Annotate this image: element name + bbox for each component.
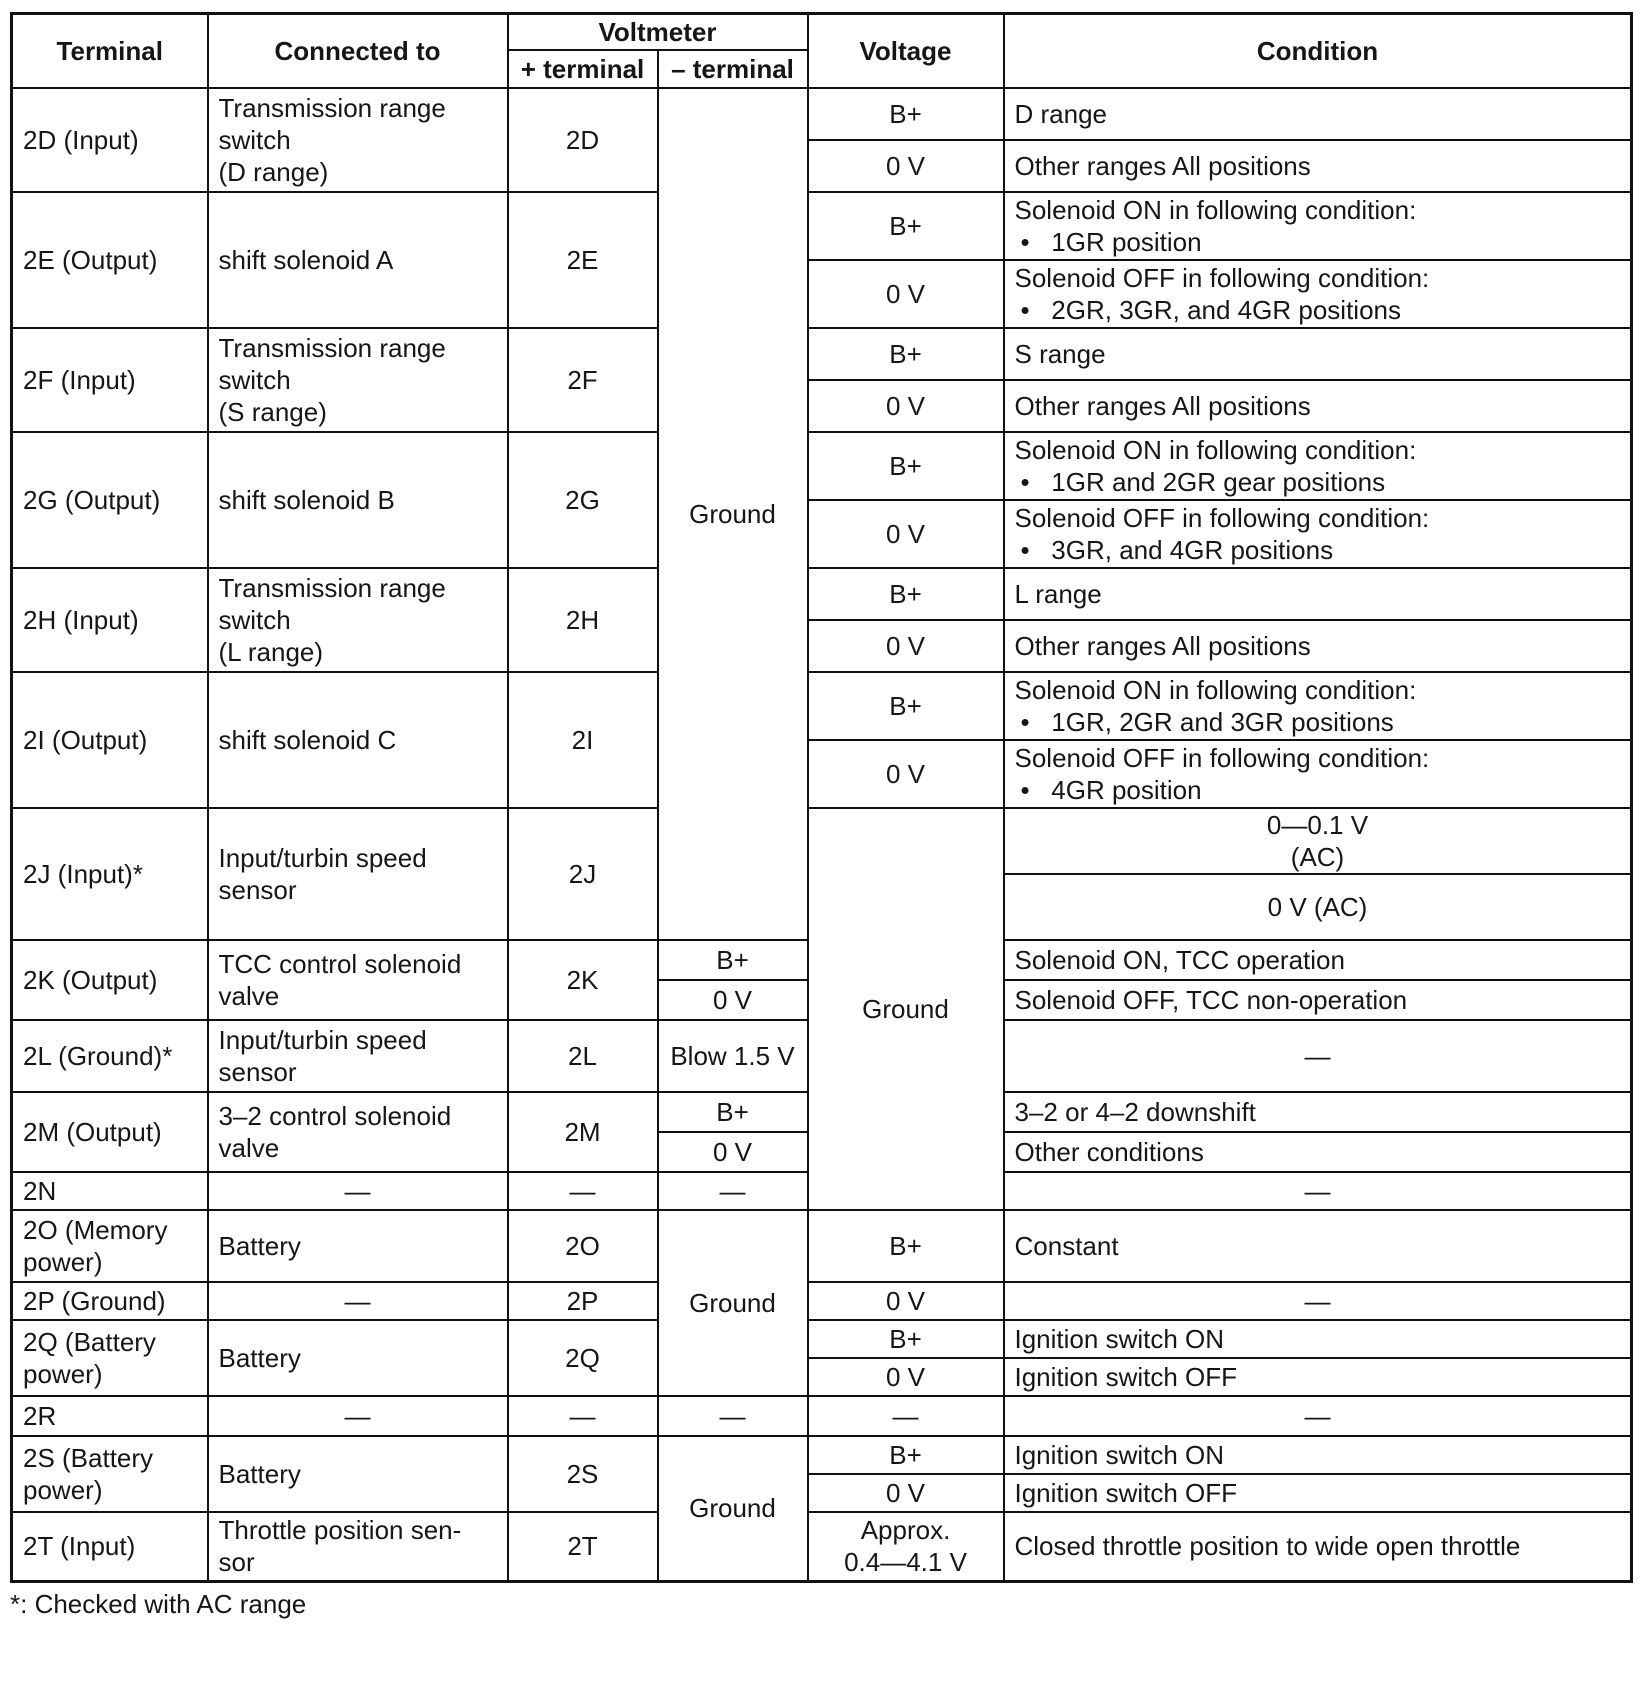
condition-cell: Ignition switch ON — [1004, 1320, 1632, 1358]
voltage-cell: 0 V — [808, 380, 1004, 432]
connected-to-cell: shift solenoid A — [208, 192, 508, 328]
terminal-cell: 2G (Output) — [12, 432, 208, 568]
voltage-cell: 0 V — [808, 140, 1004, 192]
voltage-cell: B+ — [658, 1092, 808, 1132]
terminal-cell: 2T (Input) — [12, 1512, 208, 1582]
voltage-cell: 0 V — [808, 1474, 1004, 1512]
plus-terminal-cell: 2H — [508, 568, 658, 672]
header-voltage: Voltage — [808, 14, 1004, 88]
connected-to-cell: Battery — [208, 1320, 508, 1396]
header-connected-to: Connected to — [208, 14, 508, 88]
voltage-cell: Approx. 0.4—4.1 V — [808, 1512, 1004, 1582]
connected-to-cell: — — [208, 1282, 508, 1320]
terminal-cell: 2E (Output) — [12, 192, 208, 328]
table-row — [12, 1512, 1632, 1582]
minus-terminal-ground: Ground — [658, 1210, 808, 1396]
plus-terminal-cell: 2D — [508, 88, 658, 192]
plus-terminal-cell: 2I — [508, 672, 658, 808]
table-row — [12, 328, 1632, 380]
plus-terminal-cell: 2E — [508, 192, 658, 328]
connected-to-cell: Input/turbin speed sensor — [208, 808, 508, 940]
connected-to-cell: 3–2 control solenoid valve — [208, 1092, 508, 1172]
condition-cell: Ignition switch OFF — [1004, 1474, 1632, 1512]
voltage-cell: 0 V — [658, 1132, 808, 1172]
voltage-cell: 0 V — [808, 500, 1004, 568]
table-row — [12, 1320, 1632, 1358]
voltage-cell: B+ — [808, 432, 1004, 500]
condition-cell: — — [1004, 1396, 1632, 1436]
voltage-cell: — — [808, 1396, 1004, 1436]
plus-terminal-cell: 2O — [508, 1210, 658, 1282]
connected-to-cell: Transmission range switch (L range) — [208, 568, 508, 672]
plus-terminal-cell: 2F — [508, 328, 658, 432]
condition-cell: Other ranges All positions — [1004, 140, 1632, 192]
terminal-cell: 2K (Output) — [12, 940, 208, 1020]
condition-cell: Ignition switch OFF — [1004, 1358, 1632, 1396]
condition-cell: Solenoid OFF in following condition: • 4GR position — [1004, 740, 1632, 808]
condition-cell: Constant — [1004, 1210, 1632, 1282]
minus-terminal-cell: — — [658, 1172, 808, 1210]
connected-to-cell: — — [208, 1396, 508, 1436]
condition-cell: Solenoid ON in following condition: • 1GR, 2GR and 3GR positions — [1004, 672, 1632, 740]
voltage-cell: 0 V — [808, 620, 1004, 672]
voltage-cell: B+ — [808, 88, 1004, 140]
terminal-cell: 2R — [12, 1396, 208, 1436]
table-row — [12, 808, 1632, 874]
condition-cell: Other ranges All positions — [1004, 380, 1632, 432]
minus-terminal-ground: Ground — [658, 88, 808, 940]
terminal-cell: 2N — [12, 1172, 208, 1210]
terminal-cell: 2H (Input) — [12, 568, 208, 672]
voltage-cell: 0 V — [808, 740, 1004, 808]
connected-to-cell: — — [208, 1172, 508, 1210]
voltage-cell: — — [1004, 1172, 1632, 1210]
condition-cell: 3–2 or 4–2 downshift — [1004, 1092, 1632, 1132]
terminal-cell: 2M (Output) — [12, 1092, 208, 1172]
table-row — [12, 1210, 1632, 1282]
voltage-cell: B+ — [808, 672, 1004, 740]
plus-terminal-cell: 2S — [508, 1436, 658, 1512]
header-voltmeter: Voltmeter — [508, 14, 808, 50]
condition-cell: Solenoid OFF in following condition: • 3GR, and 4GR positions — [1004, 500, 1632, 568]
terminal-cell: 2O (Memory power) — [12, 1210, 208, 1282]
header-row-top — [12, 14, 1632, 50]
terminal-cell: 2D (Input) — [12, 88, 208, 192]
voltage-cell: 0 V — [808, 1358, 1004, 1396]
plus-terminal-cell: 2L — [508, 1020, 658, 1092]
condition-cell: Ignition switch ON — [1004, 1436, 1632, 1474]
table-row — [12, 1396, 1632, 1436]
condition-cell: — — [1004, 1020, 1632, 1092]
header-terminal: Terminal — [12, 14, 208, 88]
minus-terminal-ground: Ground — [808, 808, 1004, 1210]
terminal-cell: 2S (Battery power) — [12, 1436, 208, 1512]
connected-to-cell: Battery — [208, 1436, 508, 1512]
voltage-cell: B+ — [658, 940, 808, 980]
connected-to-cell: shift solenoid B — [208, 432, 508, 568]
terminal-voltage-document — [10, 12, 1630, 1619]
voltage-cell: 0 V (AC) — [1004, 874, 1632, 940]
terminal-voltage-table — [10, 12, 1633, 1583]
voltage-cell: B+ — [808, 1210, 1004, 1282]
condition-cell: D range — [1004, 88, 1632, 140]
voltage-cell: 0 V — [808, 260, 1004, 328]
terminal-cell: 2F (Input) — [12, 328, 208, 432]
voltage-cell: Blow 1.5 V — [658, 1020, 808, 1092]
terminal-cell: 2J (Input)* — [12, 808, 208, 940]
condition-cell: Other ranges All positions — [1004, 620, 1632, 672]
connected-to-cell: Input/turbin speed sensor — [208, 1020, 508, 1092]
connected-to-cell: Transmission range switch (S range) — [208, 328, 508, 432]
plus-terminal-cell: — — [508, 1396, 658, 1436]
voltage-cell: B+ — [808, 328, 1004, 380]
condition-cell: Solenoid ON, TCC operation — [1004, 940, 1632, 980]
connected-to-cell: TCC control solenoid valve — [208, 940, 508, 1020]
connected-to-cell: shift solenoid C — [208, 672, 508, 808]
connected-to-cell: Battery — [208, 1210, 508, 1282]
plus-terminal-cell: 2M — [508, 1092, 658, 1172]
condition-cell: Solenoid OFF in following condition: • 2GR, 3GR, and 4GR positions — [1004, 260, 1632, 328]
plus-terminal-cell: 2T — [508, 1512, 658, 1582]
voltage-cell: 0 V — [658, 980, 808, 1020]
plus-terminal-cell: — — [508, 1172, 658, 1210]
minus-terminal-ground: Ground — [658, 1436, 808, 1582]
plus-terminal-cell: 2P — [508, 1282, 658, 1320]
table-row — [12, 568, 1632, 620]
minus-terminal-cell: — — [658, 1396, 808, 1436]
header-plus-terminal: + terminal — [508, 50, 658, 88]
voltage-cell: B+ — [808, 568, 1004, 620]
plus-terminal-cell: 2J — [508, 808, 658, 940]
condition-cell: L range — [1004, 568, 1632, 620]
condition-cell: Other conditions — [1004, 1132, 1632, 1172]
table-row — [12, 1282, 1632, 1320]
condition-cell: S range — [1004, 328, 1632, 380]
header-condition: Condition — [1004, 14, 1632, 88]
voltage-cell: B+ — [808, 192, 1004, 260]
plus-terminal-cell: 2K — [508, 940, 658, 1020]
condition-cell: Solenoid ON in following condition: • 1GR and 2GR gear positions — [1004, 432, 1632, 500]
terminal-cell: 2P (Ground) — [12, 1282, 208, 1320]
voltage-cell: 0—0.1 V (AC) — [1004, 808, 1632, 874]
header-minus-terminal: – terminal — [658, 50, 808, 88]
condition-cell: Solenoid ON in following condition: • 1GR position — [1004, 192, 1632, 260]
voltage-cell: B+ — [808, 1320, 1004, 1358]
voltage-cell: 0 V — [808, 1282, 1004, 1320]
footnote: *: Checked with AC range — [10, 1589, 307, 1619]
table-row — [12, 192, 1632, 260]
table-row — [12, 672, 1632, 740]
table-row — [12, 432, 1632, 500]
terminal-cell: 2L (Ground)* — [12, 1020, 208, 1092]
terminal-cell: 2I (Output) — [12, 672, 208, 808]
connected-to-cell: Transmission range switch (D range) — [208, 88, 508, 192]
voltage-cell: B+ — [808, 1436, 1004, 1474]
plus-terminal-cell: 2Q — [508, 1320, 658, 1396]
terminal-cell: 2Q (Battery power) — [12, 1320, 208, 1396]
connected-to-cell: Throttle position sen- sor — [208, 1512, 508, 1582]
table-row — [12, 1436, 1632, 1474]
condition-cell: — — [1004, 1282, 1632, 1320]
table-row — [12, 88, 1632, 140]
condition-cell: Closed throttle position to wide open throttle — [1004, 1512, 1632, 1582]
plus-terminal-cell: 2G — [508, 432, 658, 568]
condition-cell: Solenoid OFF, TCC non-operation — [1004, 980, 1632, 1020]
